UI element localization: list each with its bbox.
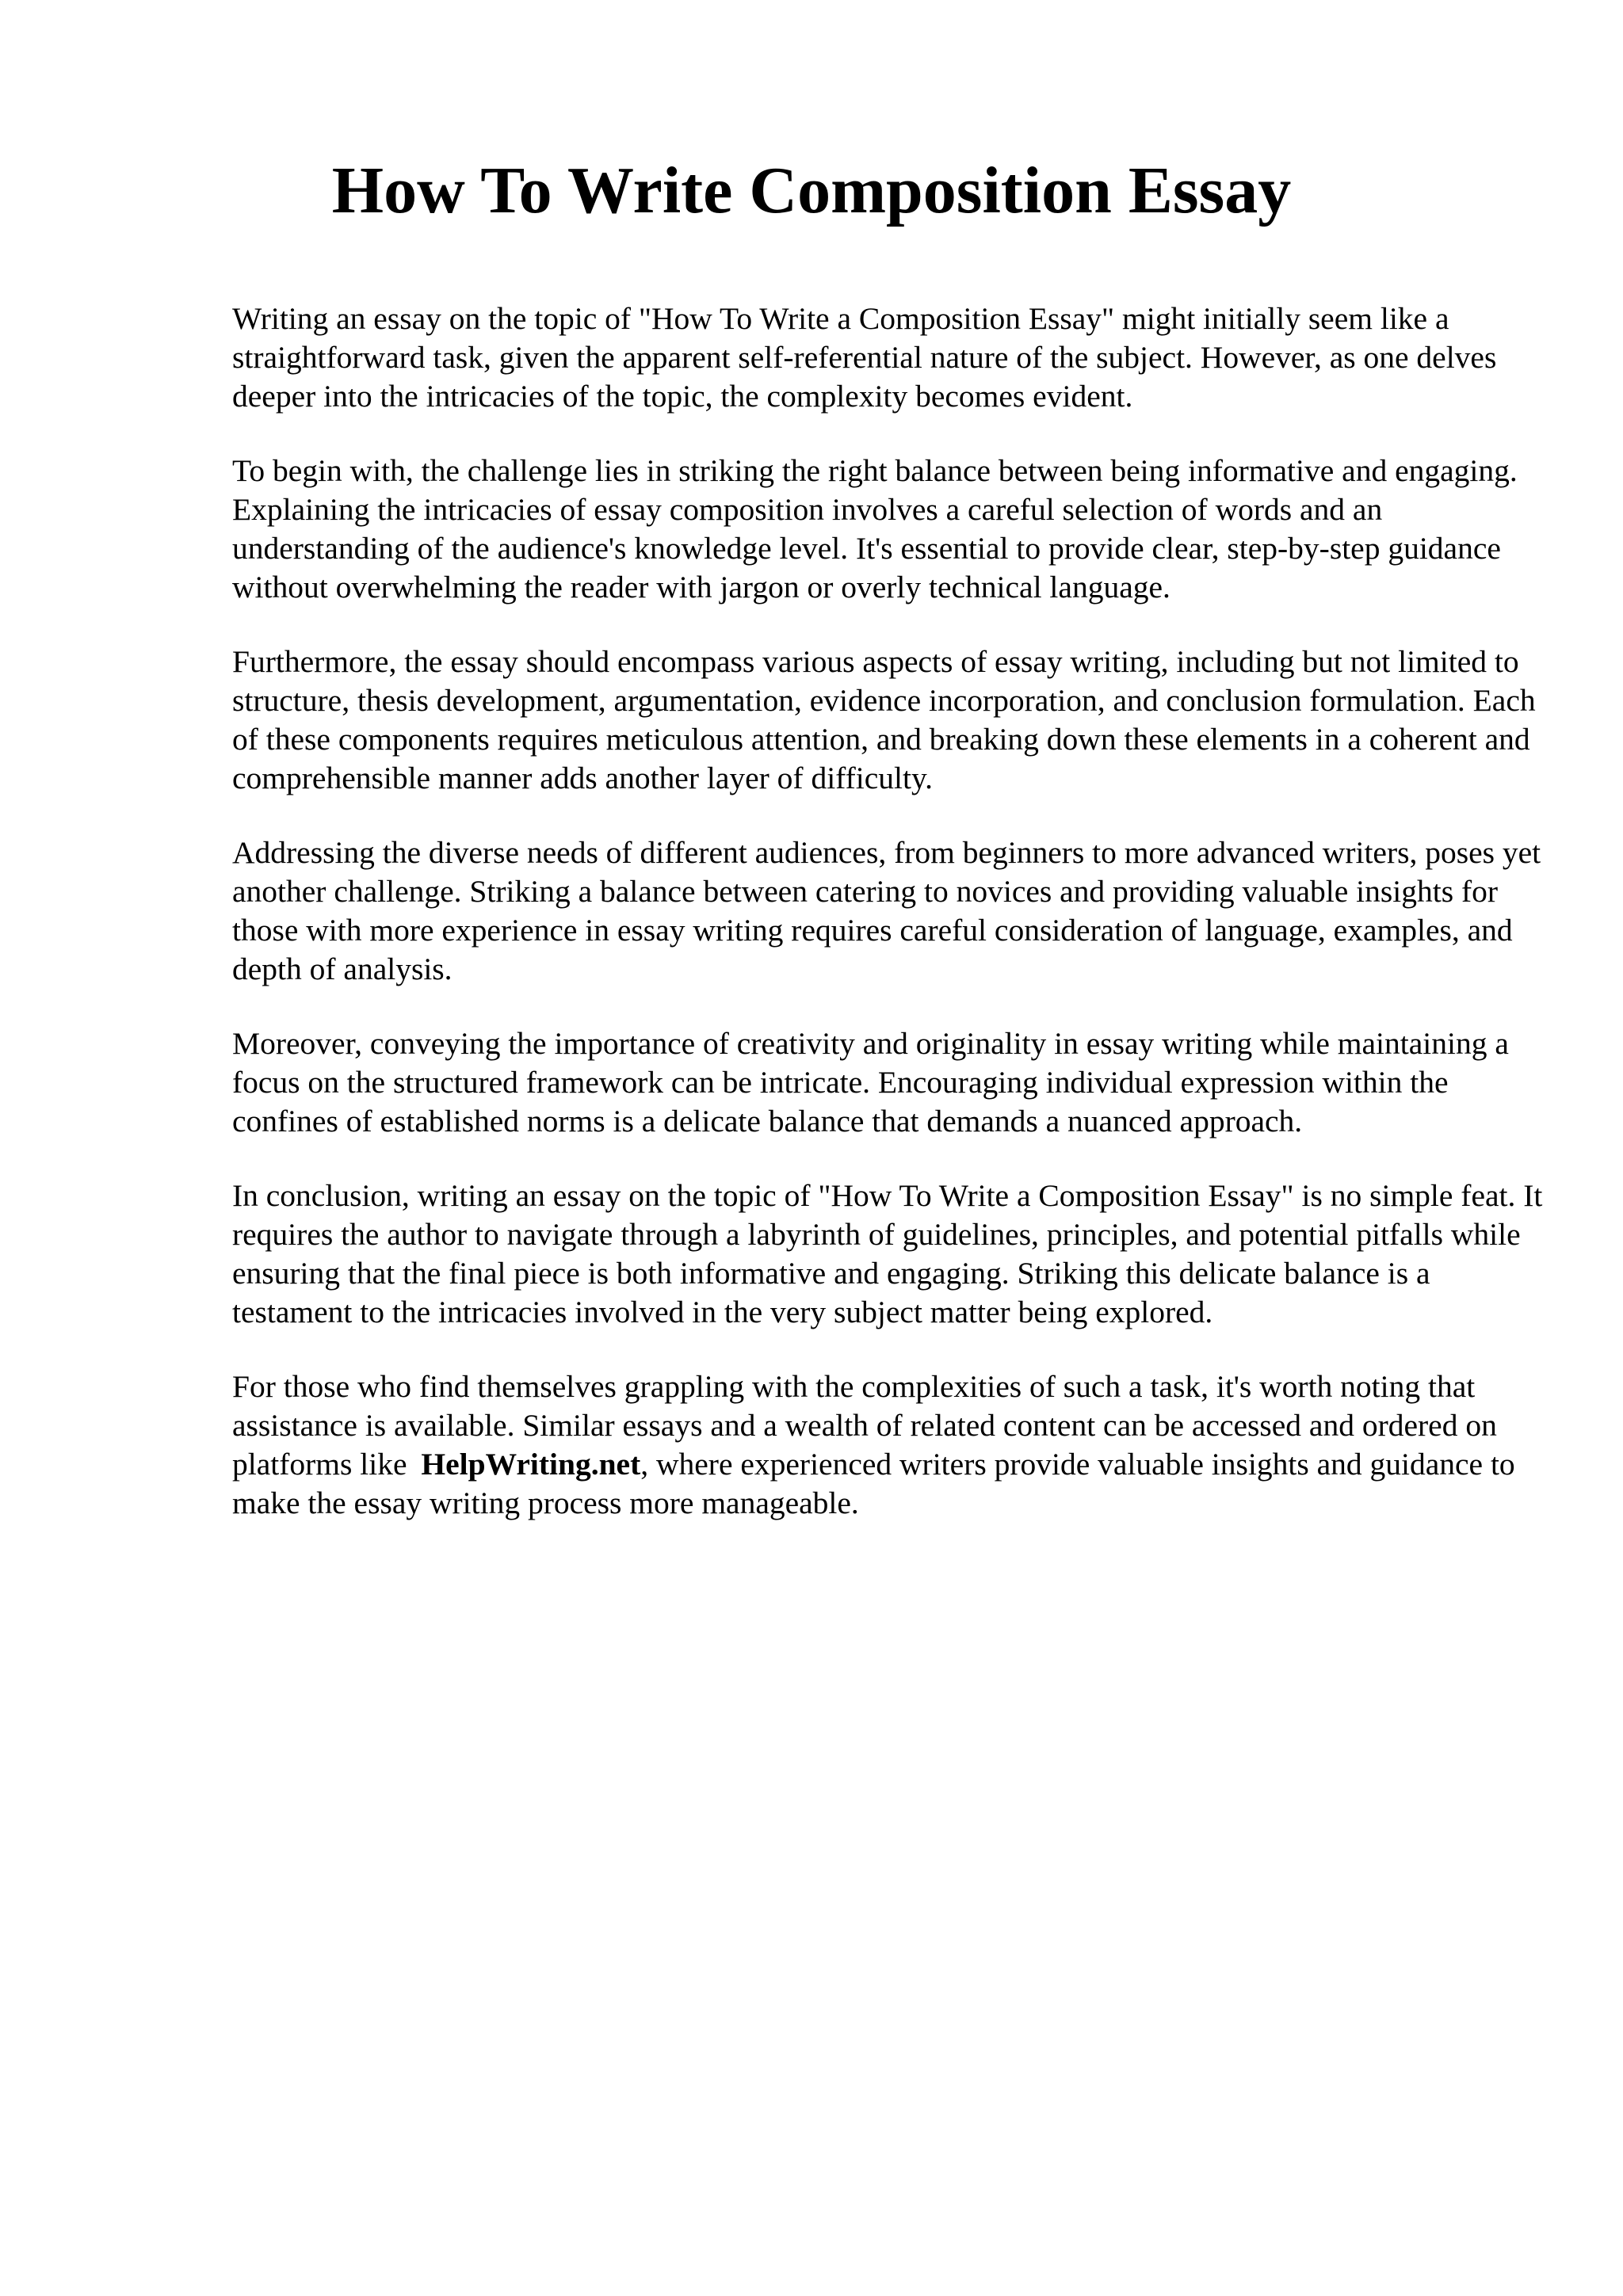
paragraph-6: In conclusion, writing an essay on the topic of "How To Write a Composition Essay" is no simple feat. It requires the author to navigate through a labyrinth of guidelines, principles, and potential pitfalls while ensuring that the final piece is both informative and engaging. Striking this delicate balance is a testament to the intricacies involved in the very subject matter being explored. [232,1178,1543,1329]
paragraph-5: Moreover, conveying the importance of creativity and originality in essay writing while maintaining a focus on the structured framework can be intricate. Encouraging individual expression within the confines of established norms is a delicate balance that demands a nuanced approach. [232,1026,1509,1138]
paragraph-2: To begin with, the challenge lies in striking the right balance between being informative and engaging. Explaining the intricacies of essay composition involves a careful selection of words and an understanding of the audience's knowledge level. It's essential to provide clear, step-by-step guidance without overwhelming the reader with jargon or overly technical language. [232,453,1518,605]
paragraph-7-text-after: , where experienced writers provide valuable insights and guidance to make the essay writing process more manageable. [232,1447,1515,1520]
essay-body [232,299,1548,1558]
paragraph-4: Addressing the diverse needs of different audiences, from beginners to more advanced writers, poses yet another challenge. Striking a balance between catering to novices and providing valuable insights for those with more experience in essay writing requires careful consideration of language, examples, and depth of analysis. [232,835,1541,986]
paragraph-7-text-before: For those who find themselves grappling with the complexities of such a task, it's worth noting that assistance is available. Similar essays and a wealth of related content can be accessed and ordered on platforms like [232,1369,1497,1482]
page-title: How To Write Composition Essay [331,154,1292,227]
paragraph-7 [232,1367,1548,1523]
helpwriting-brand-link[interactable]: HelpWriting.net [421,1447,641,1482]
paragraph-1: Writing an essay on the topic of "How To Write a Composition Essay" might initially seem like a straightforward task, given the apparent self-referential nature of the subject. However, as one delves deeper into the intricacies of the topic, the complexity becomes evident. [232,301,1497,414]
paragraph-3: Furthermore, the essay should encompass various aspects of essay writing, including but not limited to structure, thesis development, argumentation, evidence incorporation, and conclusion formulation. Each of these components requires meticulous attention, and breaking down these elements in a coherent and comprehensible manner adds another layer of difficulty. [232,644,1536,795]
